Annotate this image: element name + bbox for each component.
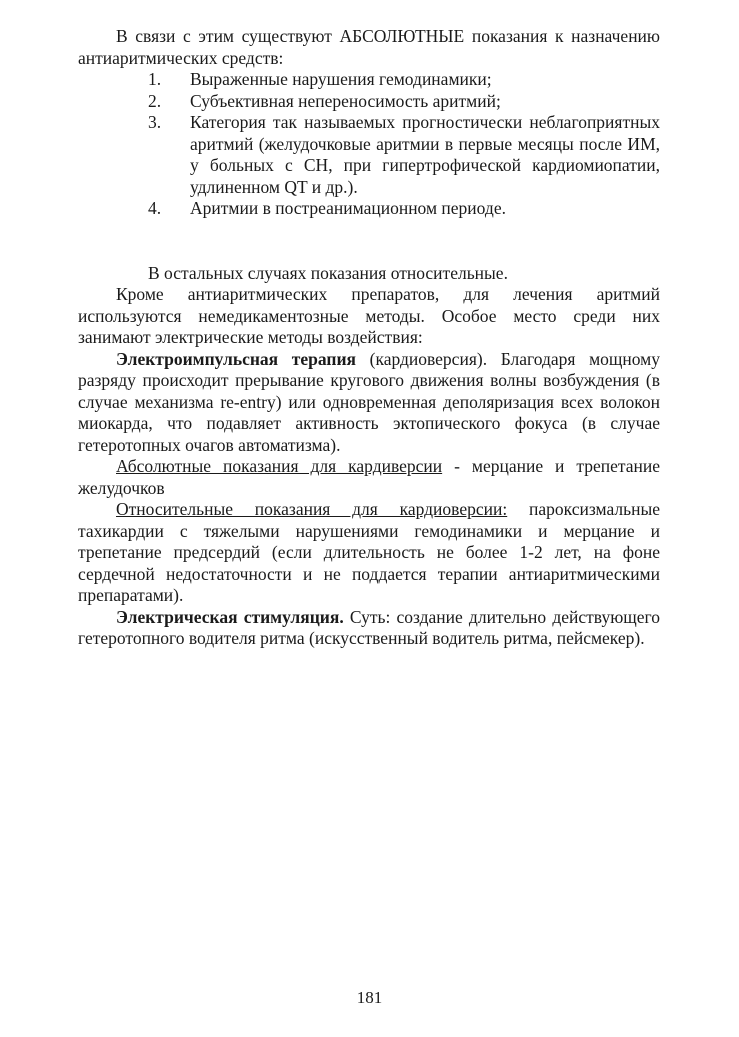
list-item-number: 4.: [148, 198, 162, 218]
absolute-cardioversion-text: - мерцание и трепетание желудочков: [78, 456, 660, 498]
page-body: [78, 26, 660, 650]
relative-cardioversion-label: Относительные показания для кардиоверсии:: [116, 499, 508, 519]
absolute-indications-list: [78, 69, 660, 220]
list-item-number: 1.: [148, 69, 162, 89]
stimulation-term: Электрическая стимуляция.: [116, 606, 344, 627]
list-item-text: Аритмии в постреанимационном периоде.: [190, 198, 506, 218]
absolute-cardioversion-label: Абсолютные показания для кардиверсии: [116, 456, 443, 476]
list-item: [78, 69, 660, 91]
list-item-text: Субъективная непереносимость аритмий;: [190, 90, 501, 111]
list-item-number: 3.: [148, 112, 162, 132]
non-drug-methods-paragraph: Кроме антиаритмических препаратов, для лечения аритмий используются немедикаментозные методы. Особое место среди них занимают электрические методы воздействия:: [78, 284, 660, 347]
page-number: 181: [356, 988, 383, 1007]
vertical-gap: [78, 220, 660, 263]
eit-paragraph: [78, 349, 660, 457]
list-item: [78, 198, 660, 220]
absolute-cardioversion-paragraph: [78, 456, 660, 499]
list-item-text: Выраженные нарушения гемодинамики;: [190, 69, 492, 89]
list-item-text: Категория так называемых прогностически неблагоприятных аритмий (желудочковые аритмии в первые месяцы после ИМ, у больных с СН, при гипертрофической кардиомиопатии, удлиненном QT и др.).: [190, 112, 660, 197]
list-item: [78, 91, 660, 113]
eit-term: Электроимпульсная терапия: [116, 348, 357, 369]
intro-paragraph: В связи с этим существуют АБСОЛЮТНЫЕ показания к назначению антиаритмических средств:: [78, 26, 660, 68]
stimulation-text: Суть: создание длительно действующего гетеротопного водителя ритма (искусственный водитель ритма, пейсмекер).: [78, 606, 660, 648]
stimulation-paragraph: [78, 607, 660, 650]
eit-text: (кардиоверсия). Благодаря мощному разряду происходит прерывание кругового движения волны возбуждения (в случае механизма re-entry) или одновременная деполяризация всех волокон миокарда, что подавляет активность эктопического фокуса (в случае гетеротопных очагов автоматизма).: [78, 348, 660, 455]
list-item-number: 2.: [148, 90, 162, 111]
relative-cardioversion-text: пароксизмальные тахикардии с тяжелыми нарушениями гемодинамики и мерцание и трепетание предсердий (если длительность не более 1-2 лет, на фоне сердечной недостаточности и не поддается терапии антиаритмическими препаратами).: [78, 499, 660, 605]
relative-note: В остальных случаях показания относительные.: [148, 262, 508, 283]
relative-cardioversion-paragraph: [78, 499, 660, 607]
list-item: [78, 112, 660, 198]
